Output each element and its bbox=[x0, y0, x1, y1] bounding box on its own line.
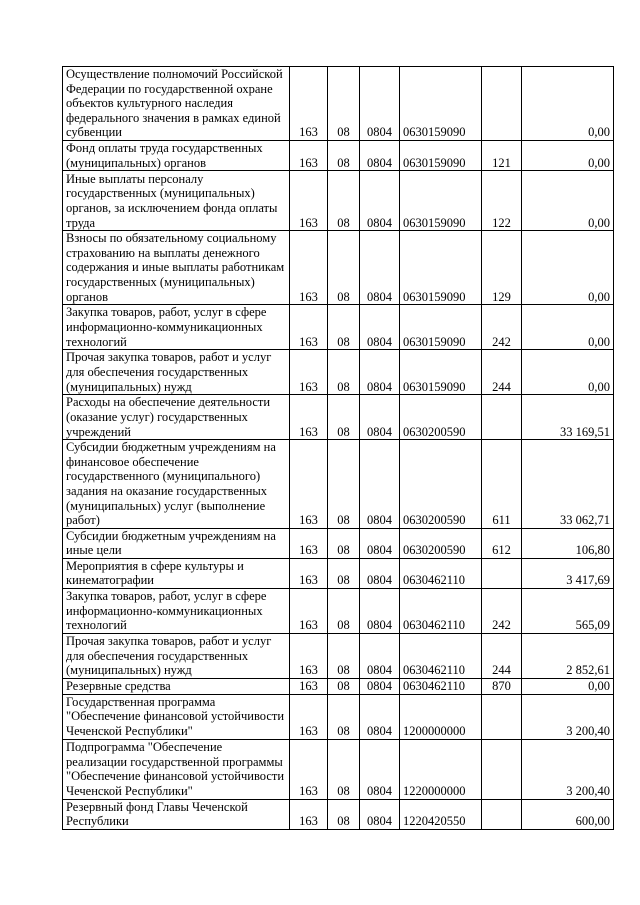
budget-table bbox=[62, 66, 614, 830]
table-row bbox=[63, 739, 614, 799]
row-name: Государственная программа "Обеспечение финансовой устойчивости Чеченской Республики" bbox=[63, 694, 290, 739]
row-csr: 1200000000 bbox=[400, 694, 482, 739]
row-csr: 0630200590 bbox=[400, 440, 482, 529]
row-rz: 08 bbox=[328, 395, 360, 440]
row-prz: 0804 bbox=[360, 739, 400, 799]
table-row bbox=[63, 799, 614, 829]
table-row bbox=[63, 140, 614, 170]
row-vr: 244 bbox=[482, 350, 522, 395]
row-rz: 08 bbox=[328, 558, 360, 588]
row-name: Мероприятия в сфере культуры и кинематографии bbox=[63, 558, 290, 588]
row-csr: 0630462110 bbox=[400, 558, 482, 588]
row-sum: 3 200,40 bbox=[522, 694, 614, 739]
row-vr bbox=[482, 395, 522, 440]
row-name: Фонд оплаты труда государственных (муниципальных) органов bbox=[63, 140, 290, 170]
row-vr: 242 bbox=[482, 305, 522, 350]
row-prz: 0804 bbox=[360, 305, 400, 350]
row-csr: 0630159090 bbox=[400, 171, 482, 231]
row-vr: 870 bbox=[482, 679, 522, 695]
row-ved: 163 bbox=[290, 67, 328, 141]
table-row bbox=[63, 67, 614, 141]
table-row bbox=[63, 350, 614, 395]
row-rz: 08 bbox=[328, 305, 360, 350]
table-row bbox=[63, 395, 614, 440]
row-sum: 0,00 bbox=[522, 171, 614, 231]
row-ved: 163 bbox=[290, 694, 328, 739]
table-row bbox=[63, 231, 614, 305]
row-csr: 0630159090 bbox=[400, 67, 482, 141]
row-csr: 0630159090 bbox=[400, 140, 482, 170]
row-csr: 0630462110 bbox=[400, 679, 482, 695]
row-sum: 33 062,71 bbox=[522, 440, 614, 529]
row-vr bbox=[482, 67, 522, 141]
table-row bbox=[63, 558, 614, 588]
row-name: Иные выплаты персоналу государственных (муниципальных) органов, за исключением фонда оплаты труда bbox=[63, 171, 290, 231]
row-ved: 163 bbox=[290, 634, 328, 679]
row-prz: 0804 bbox=[360, 231, 400, 305]
table-row bbox=[63, 589, 614, 634]
row-csr: 0630200590 bbox=[400, 395, 482, 440]
table-row bbox=[63, 305, 614, 350]
row-ved: 163 bbox=[290, 739, 328, 799]
row-prz: 0804 bbox=[360, 350, 400, 395]
row-ved: 163 bbox=[290, 395, 328, 440]
row-sum: 600,00 bbox=[522, 799, 614, 829]
row-name: Расходы на обеспечение деятельности (оказание услуг) государственных учреждений bbox=[63, 395, 290, 440]
row-csr: 0630159090 bbox=[400, 305, 482, 350]
row-prz: 0804 bbox=[360, 679, 400, 695]
row-name: Закупка товаров, работ, услуг в сфере информационно-коммуникационных технологий bbox=[63, 589, 290, 634]
row-sum: 3 200,40 bbox=[522, 739, 614, 799]
row-prz: 0804 bbox=[360, 634, 400, 679]
row-rz: 08 bbox=[328, 171, 360, 231]
row-sum: 0,00 bbox=[522, 305, 614, 350]
row-sum: 0,00 bbox=[522, 140, 614, 170]
row-vr bbox=[482, 558, 522, 588]
row-ved: 163 bbox=[290, 679, 328, 695]
row-rz: 08 bbox=[328, 350, 360, 395]
row-rz: 08 bbox=[328, 440, 360, 529]
row-ved: 163 bbox=[290, 231, 328, 305]
row-name: Субсидии бюджетным учреждениям на финансовое обеспечение государственного (муниципального) задания на оказание государственных (муниципальных) услуг (выполнение работ) bbox=[63, 440, 290, 529]
row-name: Прочая закупка товаров, работ и услуг для обеспечения государственных (муниципальных) нужд bbox=[63, 350, 290, 395]
row-sum: 106,80 bbox=[522, 528, 614, 558]
row-vr bbox=[482, 694, 522, 739]
row-ved: 163 bbox=[290, 350, 328, 395]
row-rz: 08 bbox=[328, 799, 360, 829]
row-vr bbox=[482, 799, 522, 829]
row-vr: 244 bbox=[482, 634, 522, 679]
row-prz: 0804 bbox=[360, 694, 400, 739]
row-ved: 163 bbox=[290, 558, 328, 588]
row-vr: 121 bbox=[482, 140, 522, 170]
document-page bbox=[62, 66, 614, 830]
row-name: Взносы по обязательному социальному страхованию на выплаты денежного содержания и иные выплаты работникам государственных (муниципальных) органов bbox=[63, 231, 290, 305]
row-sum: 565,09 bbox=[522, 589, 614, 634]
row-csr: 0630159090 bbox=[400, 350, 482, 395]
row-vr: 612 bbox=[482, 528, 522, 558]
row-ved: 163 bbox=[290, 305, 328, 350]
table-row bbox=[63, 440, 614, 529]
row-csr: 0630159090 bbox=[400, 231, 482, 305]
row-rz: 08 bbox=[328, 528, 360, 558]
row-ved: 163 bbox=[290, 140, 328, 170]
row-prz: 0804 bbox=[360, 558, 400, 588]
row-rz: 08 bbox=[328, 679, 360, 695]
row-prz: 0804 bbox=[360, 171, 400, 231]
row-ved: 163 bbox=[290, 528, 328, 558]
row-rz: 08 bbox=[328, 231, 360, 305]
row-name: Резервный фонд Главы Чеченской Республики bbox=[63, 799, 290, 829]
row-csr: 0630462110 bbox=[400, 634, 482, 679]
row-sum: 33 169,51 bbox=[522, 395, 614, 440]
row-name: Прочая закупка товаров, работ и услуг для обеспечения государственных (муниципальных) нужд bbox=[63, 634, 290, 679]
table-row bbox=[63, 679, 614, 695]
row-prz: 0804 bbox=[360, 799, 400, 829]
row-csr: 0630462110 bbox=[400, 589, 482, 634]
row-csr: 1220000000 bbox=[400, 739, 482, 799]
table-row bbox=[63, 171, 614, 231]
row-ved: 163 bbox=[290, 440, 328, 529]
row-csr: 0630200590 bbox=[400, 528, 482, 558]
row-sum: 0,00 bbox=[522, 67, 614, 141]
row-ved: 163 bbox=[290, 171, 328, 231]
row-prz: 0804 bbox=[360, 528, 400, 558]
row-csr: 1220420550 bbox=[400, 799, 482, 829]
table-row bbox=[63, 528, 614, 558]
row-rz: 08 bbox=[328, 140, 360, 170]
row-sum: 0,00 bbox=[522, 679, 614, 695]
row-vr: 242 bbox=[482, 589, 522, 634]
table-row bbox=[63, 694, 614, 739]
table-row bbox=[63, 634, 614, 679]
row-name: Резервные средства bbox=[63, 679, 290, 695]
row-prz: 0804 bbox=[360, 395, 400, 440]
row-name: Подпрограмма "Обеспечение реализации государственной программы "Обеспечение финансовой устойчивости Чеченской Республики" bbox=[63, 739, 290, 799]
row-rz: 08 bbox=[328, 67, 360, 141]
row-rz: 08 bbox=[328, 589, 360, 634]
row-sum: 0,00 bbox=[522, 231, 614, 305]
row-prz: 0804 bbox=[360, 67, 400, 141]
row-sum: 3 417,69 bbox=[522, 558, 614, 588]
row-rz: 08 bbox=[328, 739, 360, 799]
row-prz: 0804 bbox=[360, 140, 400, 170]
row-ved: 163 bbox=[290, 799, 328, 829]
row-prz: 0804 bbox=[360, 440, 400, 529]
row-vr bbox=[482, 739, 522, 799]
row-name: Субсидии бюджетным учреждениям на иные цели bbox=[63, 528, 290, 558]
row-sum: 0,00 bbox=[522, 350, 614, 395]
row-prz: 0804 bbox=[360, 589, 400, 634]
row-rz: 08 bbox=[328, 634, 360, 679]
row-vr: 122 bbox=[482, 171, 522, 231]
row-vr: 611 bbox=[482, 440, 522, 529]
row-name: Осуществление полномочий Российской Федерации по государственной охране объектов культурного наследия федерального значения в рамках единой субвенции bbox=[63, 67, 290, 141]
row-vr: 129 bbox=[482, 231, 522, 305]
row-name: Закупка товаров, работ, услуг в сфере информационно-коммуникационных технологий bbox=[63, 305, 290, 350]
row-rz: 08 bbox=[328, 694, 360, 739]
row-ved: 163 bbox=[290, 589, 328, 634]
row-sum: 2 852,61 bbox=[522, 634, 614, 679]
